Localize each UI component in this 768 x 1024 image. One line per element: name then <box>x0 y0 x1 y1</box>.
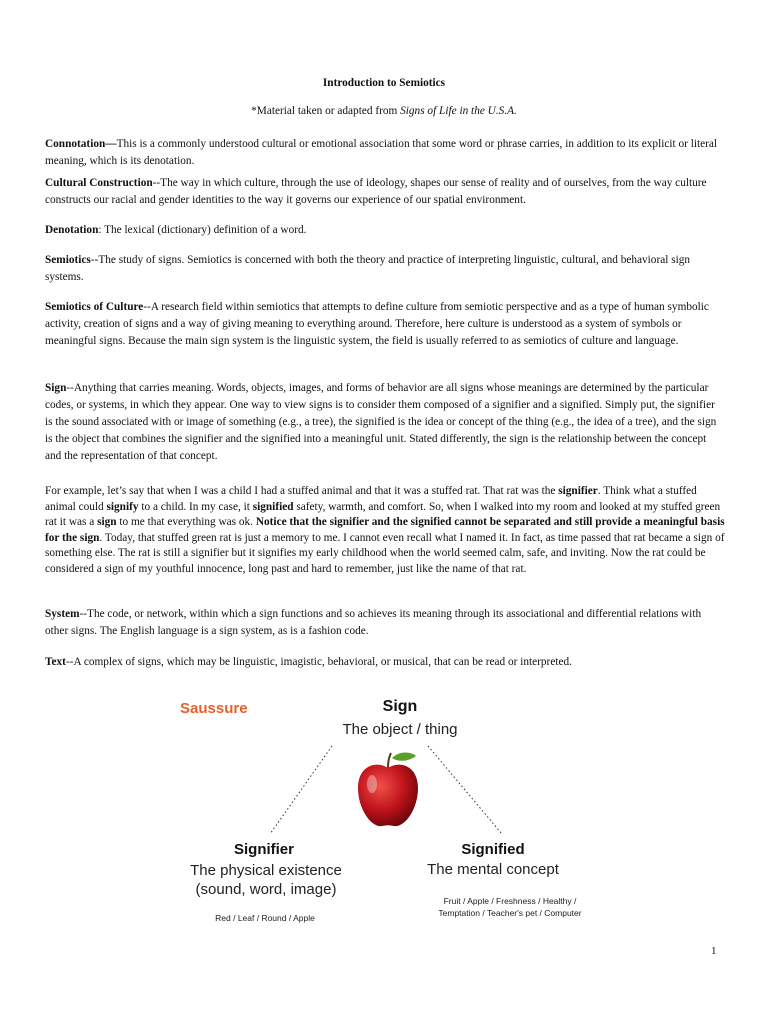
example-text: For example, let’s say that when I was a child I had a stuffed animal and that it was a stuffed rat. That rat was the <box>45 485 559 497</box>
entry-term: Text <box>45 656 66 668</box>
entry-definition: --A complex of signs, which may be linguistic, imagistic, behavioral, or musical, that can be read or interpreted. <box>65 656 572 668</box>
entry-system <box>45 606 725 640</box>
entry-definition: --The code, or network, within which a sign functions and so achieves its meaning through its associational and differential relations with other signs. The English language is a sign system, as is a fashion code. <box>45 608 702 637</box>
example-bold: Notice that the signifier and the signified cannot be separated and still provide a meaningful basis for the sign <box>45 516 725 544</box>
entry-term: Connotation— <box>45 138 117 150</box>
entry-definition: --A research field within semiotics that attempts to define culture from semiotic perspective and as a type of human symbolic activity, creation of signs and a way of giving meaning to everything around. Therefore, here culture is understood as a system of symbols or meaningful signs. Because the main sign system is the linguistic system, the field is usually referred to as semiotics of culture and language. <box>45 301 709 347</box>
example-bold: sign <box>97 516 117 528</box>
example-bold: signifier <box>558 485 598 497</box>
sign-title: Sign <box>382 698 418 715</box>
example-bold: signify <box>106 500 139 513</box>
signifier-description <box>160 861 372 899</box>
source-note <box>0 105 768 117</box>
example-text: . Today, that stuffed green rat is just a memory to me. I cannot even recall what I named it. In fact, as time passed that rat became a sign of something else. The rat is still a signifier but it signifies my early childhood when the world seemed calm, safe, and inviting. Now the rat could be considered a sign of my youthful innocence, long past and hard to remember, just like the name of that rat. <box>45 531 725 575</box>
signified-title: Signified <box>461 841 525 858</box>
signified-subtitle: The mental concept <box>427 861 559 878</box>
signifier-examples: Red / Leaf / Round / Apple <box>215 913 315 923</box>
entry-term: Semiotics <box>45 254 91 266</box>
diagram-heading: Saussure <box>180 700 248 717</box>
sign-subtitle: The object / thing <box>342 721 458 738</box>
connector-left <box>270 746 332 834</box>
example-paragraph <box>45 484 725 577</box>
source-note-prefix: *Material taken or adapted from <box>251 105 401 117</box>
entry-text <box>45 654 725 671</box>
entry-term: System <box>45 608 80 620</box>
entry-definition: This is a commonly understood cultural or emotional association that some word or phrase carries, in addition to its explicit or literal meaning, which is its denotation. <box>45 138 718 167</box>
apple-icon <box>348 748 428 830</box>
entry-definition: --The study of signs. Semiotics is concerned with both the theory and practice of interpreting linguistic, cultural, and behavioral sign systems. <box>45 254 691 283</box>
entry-definition: --The way in which culture, through the use of ideology, shapes our sense of reality and of ourselves, from the way culture constructs our racial and gender identities to the way it governs our experience of our spatial environment. <box>45 177 707 206</box>
entry-definition: : The lexical (dictionary) definition of a word. <box>98 224 307 236</box>
entry-cultural-construction <box>45 175 725 209</box>
entry-semiotics <box>45 252 725 286</box>
entry-term: Sign <box>45 382 67 394</box>
entry-connotation <box>45 136 725 170</box>
entry-term: Semiotics of Culture <box>45 301 144 313</box>
saussure-sign-diagram <box>160 688 606 935</box>
entry-denotation <box>45 222 725 239</box>
signified-examples: Fruit / Apple / Freshness / Healthy / Temptation / Teacher's pet / Computer <box>438 896 582 918</box>
source-title: Signs of Life in the U.S.A. <box>400 105 517 117</box>
example-text: safety, warmth, and comfort. So, when I walked into my room and looked at my stuffed green rat it was a <box>45 500 721 528</box>
example-text: to a child. In my case, it <box>138 500 253 513</box>
entry-term: Cultural Construction <box>45 177 153 189</box>
entry-definition: --Anything that carries meaning. Words, objects, images, and forms of behavior are all signs whose meanings are determined by the particular codes, or systems, in which they appear. One way to view signs is to consider them composed of a signifier and a signified. Simply put, the signifier is the sound associated with or image of something (e.g., a tree), the signified is the idea or concept of the thing (e.g., the idea of a tree), and the sign is the object that combines the signifier and the signified into a meaningful unit. Stated differently, the sign is the relationship between the concept and the representation of that concept. <box>45 382 717 462</box>
entry-sign <box>45 380 725 465</box>
example-bold: signified <box>252 500 294 513</box>
entry-semiotics-of-culture <box>45 299 725 350</box>
entry-term: Denotation <box>45 224 99 236</box>
signifier-line: The physical existence <box>190 862 342 879</box>
page-number: 1 <box>711 945 717 957</box>
signifier-line: (sound, word, image) <box>195 881 337 898</box>
page-title: Introduction to Semiotics <box>322 77 446 89</box>
signifier-title: Signifier <box>233 841 294 858</box>
example-text: to me that everything was ok. <box>116 516 256 528</box>
connector-right <box>428 746 502 834</box>
example-text: . Think what a stuffed animal could <box>45 485 697 513</box>
